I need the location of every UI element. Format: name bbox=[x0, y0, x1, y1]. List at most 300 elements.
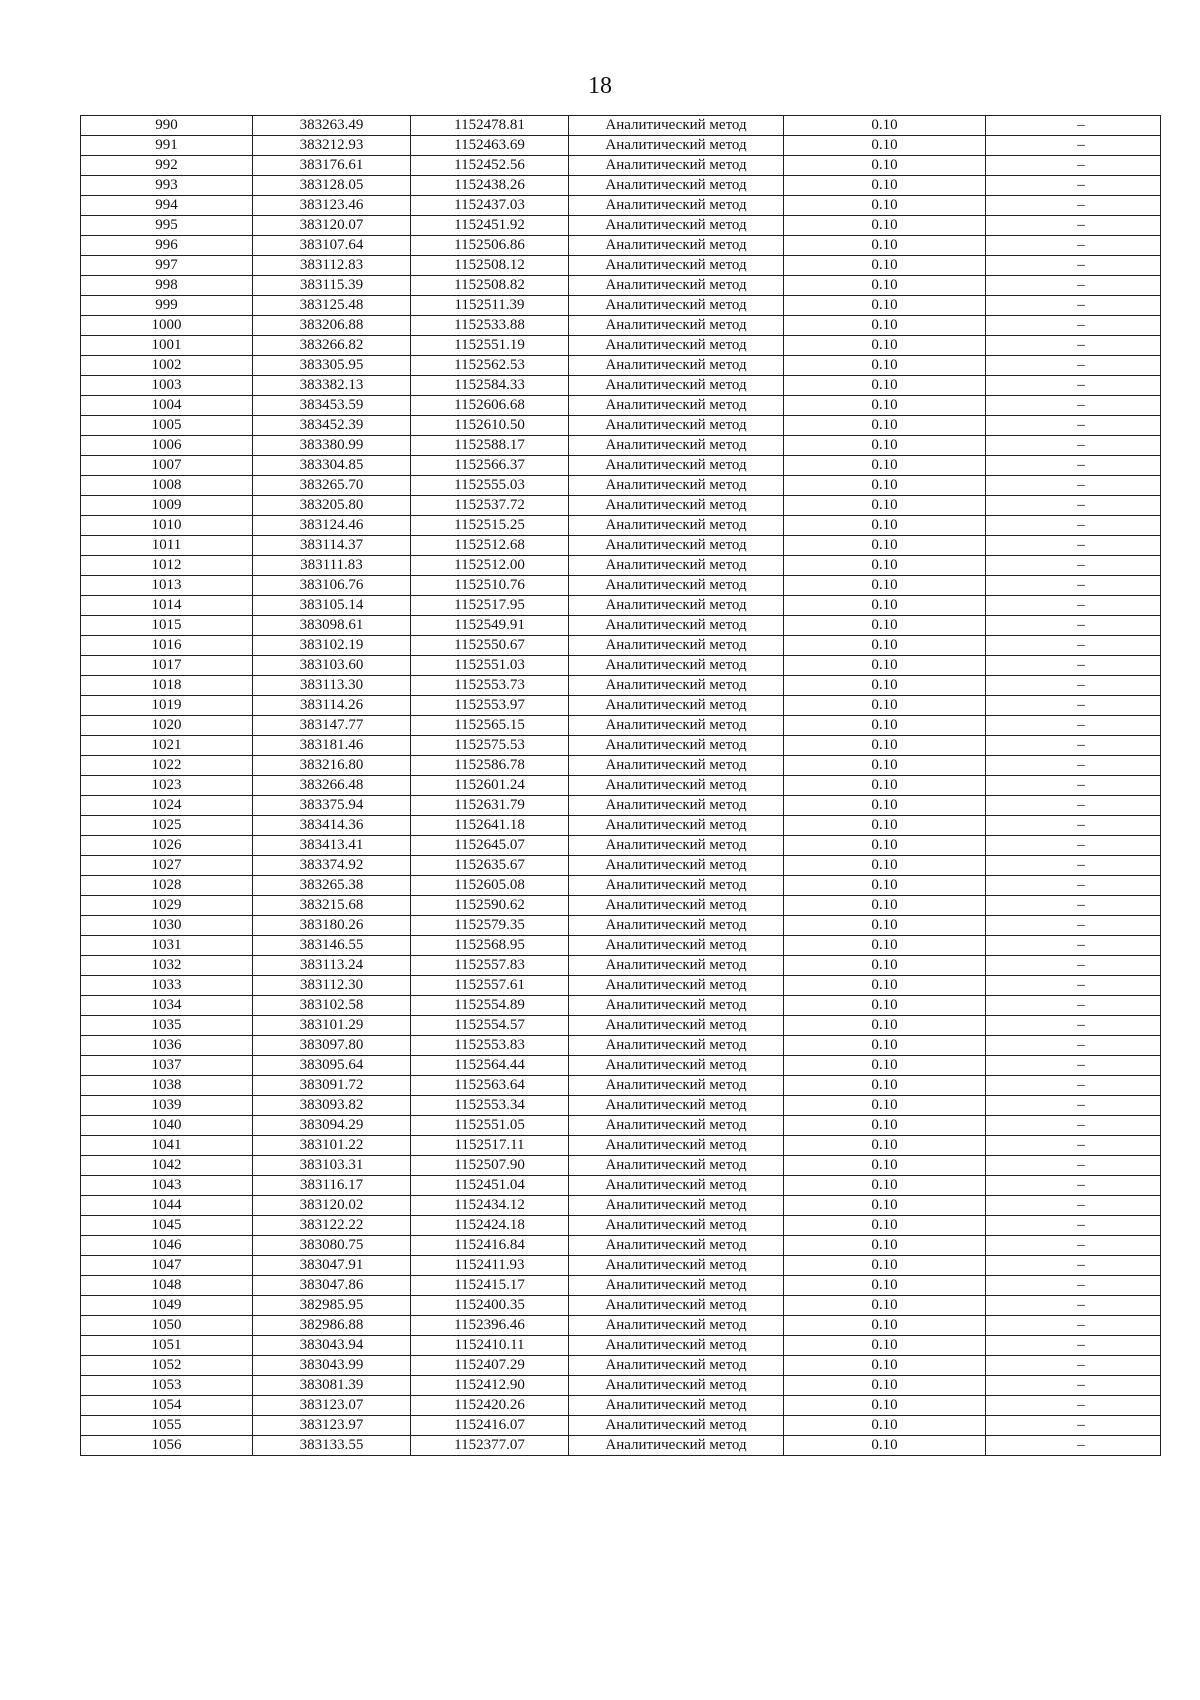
point-number-cell: 1035 bbox=[81, 1016, 253, 1036]
y-coordinate-cell: 1152438.26 bbox=[411, 176, 569, 196]
x-coordinate-cell: 383265.38 bbox=[253, 876, 411, 896]
y-coordinate-cell: 1152410.11 bbox=[411, 1336, 569, 1356]
x-coordinate-cell: 383116.17 bbox=[253, 1176, 411, 1196]
accuracy-cell: 0.10 bbox=[784, 1016, 986, 1036]
accuracy-cell: 0.10 bbox=[784, 396, 986, 416]
method-cell: Аналитический метод bbox=[569, 756, 784, 776]
table-row bbox=[81, 296, 1161, 316]
description-cell: – bbox=[986, 1436, 1161, 1456]
coordinates-table-body bbox=[81, 116, 1161, 1456]
point-number-cell: 1036 bbox=[81, 1036, 253, 1056]
x-coordinate-cell: 383181.46 bbox=[253, 736, 411, 756]
x-coordinate-cell: 383266.82 bbox=[253, 336, 411, 356]
point-number-cell: 998 bbox=[81, 276, 253, 296]
table-row bbox=[81, 376, 1161, 396]
method-cell: Аналитический метод bbox=[569, 296, 784, 316]
method-cell: Аналитический метод bbox=[569, 1016, 784, 1036]
table-row bbox=[81, 1376, 1161, 1396]
point-number-cell: 1051 bbox=[81, 1336, 253, 1356]
x-coordinate-cell: 383095.64 bbox=[253, 1056, 411, 1076]
x-coordinate-cell: 383081.39 bbox=[253, 1376, 411, 1396]
method-cell: Аналитический метод bbox=[569, 896, 784, 916]
method-cell: Аналитический метод bbox=[569, 1176, 784, 1196]
description-cell: – bbox=[986, 1296, 1161, 1316]
x-coordinate-cell: 383101.22 bbox=[253, 1136, 411, 1156]
description-cell: – bbox=[986, 116, 1161, 136]
description-cell: – bbox=[986, 436, 1161, 456]
table-row bbox=[81, 856, 1161, 876]
table-row bbox=[81, 636, 1161, 656]
method-cell: Аналитический метод bbox=[569, 476, 784, 496]
table-row bbox=[81, 436, 1161, 456]
point-number-cell: 1047 bbox=[81, 1256, 253, 1276]
y-coordinate-cell: 1152451.92 bbox=[411, 216, 569, 236]
point-number-cell: 993 bbox=[81, 176, 253, 196]
accuracy-cell: 0.10 bbox=[784, 1336, 986, 1356]
table-row bbox=[81, 536, 1161, 556]
y-coordinate-cell: 1152584.33 bbox=[411, 376, 569, 396]
point-number-cell: 1028 bbox=[81, 876, 253, 896]
description-cell: – bbox=[986, 1356, 1161, 1376]
x-coordinate-cell: 383263.49 bbox=[253, 116, 411, 136]
description-cell: – bbox=[986, 1136, 1161, 1156]
x-coordinate-cell: 383112.83 bbox=[253, 256, 411, 276]
x-coordinate-cell: 383112.30 bbox=[253, 976, 411, 996]
point-number-cell: 1032 bbox=[81, 956, 253, 976]
method-cell: Аналитический метод bbox=[569, 776, 784, 796]
y-coordinate-cell: 1152434.12 bbox=[411, 1196, 569, 1216]
description-cell: – bbox=[986, 536, 1161, 556]
y-coordinate-cell: 1152566.37 bbox=[411, 456, 569, 476]
y-coordinate-cell: 1152400.35 bbox=[411, 1296, 569, 1316]
method-cell: Аналитический метод bbox=[569, 1376, 784, 1396]
accuracy-cell: 0.10 bbox=[784, 696, 986, 716]
x-coordinate-cell: 383147.77 bbox=[253, 716, 411, 736]
description-cell: – bbox=[986, 556, 1161, 576]
y-coordinate-cell: 1152407.29 bbox=[411, 1356, 569, 1376]
y-coordinate-cell: 1152588.17 bbox=[411, 436, 569, 456]
y-coordinate-cell: 1152508.12 bbox=[411, 256, 569, 276]
table-row bbox=[81, 696, 1161, 716]
description-cell: – bbox=[986, 876, 1161, 896]
method-cell: Аналитический метод bbox=[569, 916, 784, 936]
point-number-cell: 1043 bbox=[81, 1176, 253, 1196]
table-row bbox=[81, 1076, 1161, 1096]
accuracy-cell: 0.10 bbox=[784, 1416, 986, 1436]
x-coordinate-cell: 382985.95 bbox=[253, 1296, 411, 1316]
point-number-cell: 1038 bbox=[81, 1076, 253, 1096]
table-row bbox=[81, 936, 1161, 956]
table-row bbox=[81, 876, 1161, 896]
table-row bbox=[81, 1256, 1161, 1276]
point-number-cell: 1024 bbox=[81, 796, 253, 816]
point-number-cell: 1054 bbox=[81, 1396, 253, 1416]
x-coordinate-cell: 383452.39 bbox=[253, 416, 411, 436]
description-cell: – bbox=[986, 1316, 1161, 1336]
y-coordinate-cell: 1152562.53 bbox=[411, 356, 569, 376]
x-coordinate-cell: 383128.05 bbox=[253, 176, 411, 196]
table-row bbox=[81, 116, 1161, 136]
method-cell: Аналитический метод bbox=[569, 1316, 784, 1336]
description-cell: – bbox=[986, 1196, 1161, 1216]
x-coordinate-cell: 383105.14 bbox=[253, 596, 411, 616]
x-coordinate-cell: 383114.26 bbox=[253, 696, 411, 716]
y-coordinate-cell: 1152553.97 bbox=[411, 696, 569, 716]
table-row bbox=[81, 1296, 1161, 1316]
method-cell: Аналитический метод bbox=[569, 976, 784, 996]
point-number-cell: 1042 bbox=[81, 1156, 253, 1176]
point-number-cell: 1008 bbox=[81, 476, 253, 496]
y-coordinate-cell: 1152416.84 bbox=[411, 1236, 569, 1256]
accuracy-cell: 0.10 bbox=[784, 1176, 986, 1196]
accuracy-cell: 0.10 bbox=[784, 1316, 986, 1336]
table-row bbox=[81, 676, 1161, 696]
method-cell: Аналитический метод bbox=[569, 376, 784, 396]
method-cell: Аналитический метод bbox=[569, 1076, 784, 1096]
accuracy-cell: 0.10 bbox=[784, 1436, 986, 1456]
accuracy-cell: 0.10 bbox=[784, 236, 986, 256]
point-number-cell: 1052 bbox=[81, 1356, 253, 1376]
method-cell: Аналитический метод bbox=[569, 1196, 784, 1216]
x-coordinate-cell: 383374.92 bbox=[253, 856, 411, 876]
description-cell: – bbox=[986, 1336, 1161, 1356]
accuracy-cell: 0.10 bbox=[784, 376, 986, 396]
table-row bbox=[81, 716, 1161, 736]
table-row bbox=[81, 1436, 1161, 1456]
y-coordinate-cell: 1152586.78 bbox=[411, 756, 569, 776]
y-coordinate-cell: 1152506.86 bbox=[411, 236, 569, 256]
y-coordinate-cell: 1152510.76 bbox=[411, 576, 569, 596]
x-coordinate-cell: 383043.94 bbox=[253, 1336, 411, 1356]
method-cell: Аналитический метод bbox=[569, 676, 784, 696]
description-cell: – bbox=[986, 176, 1161, 196]
method-cell: Аналитический метод bbox=[569, 1356, 784, 1376]
accuracy-cell: 0.10 bbox=[784, 756, 986, 776]
method-cell: Аналитический метод bbox=[569, 936, 784, 956]
accuracy-cell: 0.10 bbox=[784, 1036, 986, 1056]
description-cell: – bbox=[986, 416, 1161, 436]
y-coordinate-cell: 1152537.72 bbox=[411, 496, 569, 516]
description-cell: – bbox=[986, 216, 1161, 236]
accuracy-cell: 0.10 bbox=[784, 336, 986, 356]
method-cell: Аналитический метод bbox=[569, 156, 784, 176]
accuracy-cell: 0.10 bbox=[784, 896, 986, 916]
point-number-cell: 1010 bbox=[81, 516, 253, 536]
method-cell: Аналитический метод bbox=[569, 1036, 784, 1056]
point-number-cell: 996 bbox=[81, 236, 253, 256]
table-row bbox=[81, 1236, 1161, 1256]
table-row bbox=[81, 736, 1161, 756]
y-coordinate-cell: 1152551.03 bbox=[411, 656, 569, 676]
method-cell: Аналитический метод bbox=[569, 516, 784, 536]
method-cell: Аналитический метод bbox=[569, 596, 784, 616]
method-cell: Аналитический метод bbox=[569, 836, 784, 856]
method-cell: Аналитический метод bbox=[569, 276, 784, 296]
point-number-cell: 1007 bbox=[81, 456, 253, 476]
method-cell: Аналитический метод bbox=[569, 1296, 784, 1316]
point-number-cell: 1015 bbox=[81, 616, 253, 636]
x-coordinate-cell: 383380.99 bbox=[253, 436, 411, 456]
accuracy-cell: 0.10 bbox=[784, 656, 986, 676]
y-coordinate-cell: 1152564.44 bbox=[411, 1056, 569, 1076]
description-cell: – bbox=[986, 156, 1161, 176]
method-cell: Аналитический метод bbox=[569, 256, 784, 276]
table-row bbox=[81, 1356, 1161, 1376]
table-row bbox=[81, 396, 1161, 416]
method-cell: Аналитический метод bbox=[569, 856, 784, 876]
accuracy-cell: 0.10 bbox=[784, 996, 986, 1016]
table-row bbox=[81, 576, 1161, 596]
table-row bbox=[81, 1136, 1161, 1156]
method-cell: Аналитический метод bbox=[569, 616, 784, 636]
coordinates-table bbox=[80, 115, 1161, 1456]
table-row bbox=[81, 136, 1161, 156]
point-number-cell: 1019 bbox=[81, 696, 253, 716]
description-cell: – bbox=[986, 396, 1161, 416]
y-coordinate-cell: 1152551.19 bbox=[411, 336, 569, 356]
table-row bbox=[81, 956, 1161, 976]
point-number-cell: 1044 bbox=[81, 1196, 253, 1216]
table-row bbox=[81, 976, 1161, 996]
point-number-cell: 1022 bbox=[81, 756, 253, 776]
point-number-cell: 990 bbox=[81, 116, 253, 136]
y-coordinate-cell: 1152631.79 bbox=[411, 796, 569, 816]
y-coordinate-cell: 1152377.07 bbox=[411, 1436, 569, 1456]
y-coordinate-cell: 1152568.95 bbox=[411, 936, 569, 956]
accuracy-cell: 0.10 bbox=[784, 876, 986, 896]
accuracy-cell: 0.10 bbox=[784, 1376, 986, 1396]
point-number-cell: 1023 bbox=[81, 776, 253, 796]
accuracy-cell: 0.10 bbox=[784, 676, 986, 696]
description-cell: – bbox=[986, 196, 1161, 216]
point-number-cell: 994 bbox=[81, 196, 253, 216]
accuracy-cell: 0.10 bbox=[784, 1056, 986, 1076]
table-row bbox=[81, 756, 1161, 776]
point-number-cell: 1001 bbox=[81, 336, 253, 356]
y-coordinate-cell: 1152557.61 bbox=[411, 976, 569, 996]
point-number-cell: 999 bbox=[81, 296, 253, 316]
method-cell: Аналитический метод bbox=[569, 1056, 784, 1076]
accuracy-cell: 0.10 bbox=[784, 1096, 986, 1116]
accuracy-cell: 0.10 bbox=[784, 1356, 986, 1376]
description-cell: – bbox=[986, 576, 1161, 596]
x-coordinate-cell: 383113.24 bbox=[253, 956, 411, 976]
accuracy-cell: 0.10 bbox=[784, 216, 986, 236]
point-number-cell: 1013 bbox=[81, 576, 253, 596]
y-coordinate-cell: 1152554.89 bbox=[411, 996, 569, 1016]
point-number-cell: 1000 bbox=[81, 316, 253, 336]
y-coordinate-cell: 1152579.35 bbox=[411, 916, 569, 936]
y-coordinate-cell: 1152511.39 bbox=[411, 296, 569, 316]
table-row bbox=[81, 816, 1161, 836]
description-cell: – bbox=[986, 916, 1161, 936]
accuracy-cell: 0.10 bbox=[784, 1256, 986, 1276]
method-cell: Аналитический метод bbox=[569, 456, 784, 476]
page-number: 18 bbox=[588, 73, 612, 99]
point-number-cell: 1046 bbox=[81, 1236, 253, 1256]
method-cell: Аналитический метод bbox=[569, 1276, 784, 1296]
y-coordinate-cell: 1152452.56 bbox=[411, 156, 569, 176]
y-coordinate-cell: 1152605.08 bbox=[411, 876, 569, 896]
y-coordinate-cell: 1152396.46 bbox=[411, 1316, 569, 1336]
x-coordinate-cell: 383103.60 bbox=[253, 656, 411, 676]
method-cell: Аналитический метод bbox=[569, 956, 784, 976]
y-coordinate-cell: 1152507.90 bbox=[411, 1156, 569, 1176]
method-cell: Аналитический метод bbox=[569, 816, 784, 836]
accuracy-cell: 0.10 bbox=[784, 776, 986, 796]
accuracy-cell: 0.10 bbox=[784, 736, 986, 756]
table-row bbox=[81, 336, 1161, 356]
accuracy-cell: 0.10 bbox=[784, 276, 986, 296]
description-cell: – bbox=[986, 936, 1161, 956]
x-coordinate-cell: 383120.07 bbox=[253, 216, 411, 236]
description-cell: – bbox=[986, 1216, 1161, 1236]
description-cell: – bbox=[986, 496, 1161, 516]
x-coordinate-cell: 383098.61 bbox=[253, 616, 411, 636]
description-cell: – bbox=[986, 636, 1161, 656]
method-cell: Аналитический метод bbox=[569, 1216, 784, 1236]
point-number-cell: 992 bbox=[81, 156, 253, 176]
method-cell: Аналитический метод bbox=[569, 1136, 784, 1156]
accuracy-cell: 0.10 bbox=[784, 1236, 986, 1256]
y-coordinate-cell: 1152533.88 bbox=[411, 316, 569, 336]
point-number-cell: 1030 bbox=[81, 916, 253, 936]
accuracy-cell: 0.10 bbox=[784, 716, 986, 736]
y-coordinate-cell: 1152415.17 bbox=[411, 1276, 569, 1296]
x-coordinate-cell: 383111.83 bbox=[253, 556, 411, 576]
description-cell: – bbox=[986, 1256, 1161, 1276]
y-coordinate-cell: 1152478.81 bbox=[411, 116, 569, 136]
table-row bbox=[81, 1156, 1161, 1176]
method-cell: Аналитический метод bbox=[569, 1256, 784, 1276]
point-number-cell: 1040 bbox=[81, 1116, 253, 1136]
accuracy-cell: 0.10 bbox=[784, 316, 986, 336]
description-cell: – bbox=[986, 1116, 1161, 1136]
table-row bbox=[81, 236, 1161, 256]
point-number-cell: 1003 bbox=[81, 376, 253, 396]
table-row bbox=[81, 616, 1161, 636]
x-coordinate-cell: 383124.46 bbox=[253, 516, 411, 536]
table-row bbox=[81, 796, 1161, 816]
method-cell: Аналитический метод bbox=[569, 216, 784, 236]
y-coordinate-cell: 1152635.67 bbox=[411, 856, 569, 876]
description-cell: – bbox=[986, 616, 1161, 636]
accuracy-cell: 0.10 bbox=[784, 576, 986, 596]
x-coordinate-cell: 383215.68 bbox=[253, 896, 411, 916]
accuracy-cell: 0.10 bbox=[784, 856, 986, 876]
accuracy-cell: 0.10 bbox=[784, 116, 986, 136]
table-row bbox=[81, 416, 1161, 436]
point-number-cell: 997 bbox=[81, 256, 253, 276]
y-coordinate-cell: 1152553.73 bbox=[411, 676, 569, 696]
method-cell: Аналитический метод bbox=[569, 716, 784, 736]
y-coordinate-cell: 1152451.04 bbox=[411, 1176, 569, 1196]
x-coordinate-cell: 383047.91 bbox=[253, 1256, 411, 1276]
table-row bbox=[81, 256, 1161, 276]
x-coordinate-cell: 383094.29 bbox=[253, 1116, 411, 1136]
point-number-cell: 995 bbox=[81, 216, 253, 236]
y-coordinate-cell: 1152553.34 bbox=[411, 1096, 569, 1116]
y-coordinate-cell: 1152575.53 bbox=[411, 736, 569, 756]
accuracy-cell: 0.10 bbox=[784, 296, 986, 316]
table-row bbox=[81, 476, 1161, 496]
x-coordinate-cell: 383107.64 bbox=[253, 236, 411, 256]
point-number-cell: 1033 bbox=[81, 976, 253, 996]
y-coordinate-cell: 1152610.50 bbox=[411, 416, 569, 436]
description-cell: – bbox=[986, 296, 1161, 316]
method-cell: Аналитический метод bbox=[569, 436, 784, 456]
y-coordinate-cell: 1152411.93 bbox=[411, 1256, 569, 1276]
method-cell: Аналитический метод bbox=[569, 1396, 784, 1416]
description-cell: – bbox=[986, 856, 1161, 876]
point-number-cell: 1053 bbox=[81, 1376, 253, 1396]
method-cell: Аналитический метод bbox=[569, 1416, 784, 1436]
x-coordinate-cell: 383097.80 bbox=[253, 1036, 411, 1056]
method-cell: Аналитический метод bbox=[569, 336, 784, 356]
accuracy-cell: 0.10 bbox=[784, 616, 986, 636]
x-coordinate-cell: 383146.55 bbox=[253, 936, 411, 956]
y-coordinate-cell: 1152517.11 bbox=[411, 1136, 569, 1156]
description-cell: – bbox=[986, 456, 1161, 476]
point-number-cell: 1017 bbox=[81, 656, 253, 676]
y-coordinate-cell: 1152641.18 bbox=[411, 816, 569, 836]
y-coordinate-cell: 1152517.95 bbox=[411, 596, 569, 616]
description-cell: – bbox=[986, 1276, 1161, 1296]
accuracy-cell: 0.10 bbox=[784, 176, 986, 196]
x-coordinate-cell: 383043.99 bbox=[253, 1356, 411, 1376]
x-coordinate-cell: 383102.58 bbox=[253, 996, 411, 1016]
x-coordinate-cell: 383047.86 bbox=[253, 1276, 411, 1296]
point-number-cell: 1026 bbox=[81, 836, 253, 856]
description-cell: – bbox=[986, 596, 1161, 616]
description-cell: – bbox=[986, 236, 1161, 256]
point-number-cell: 1034 bbox=[81, 996, 253, 1016]
point-number-cell: 1012 bbox=[81, 556, 253, 576]
x-coordinate-cell: 383106.76 bbox=[253, 576, 411, 596]
description-cell: – bbox=[986, 1156, 1161, 1176]
accuracy-cell: 0.10 bbox=[784, 976, 986, 996]
description-cell: – bbox=[986, 136, 1161, 156]
y-coordinate-cell: 1152645.07 bbox=[411, 836, 569, 856]
accuracy-cell: 0.10 bbox=[784, 436, 986, 456]
x-coordinate-cell: 383103.31 bbox=[253, 1156, 411, 1176]
method-cell: Аналитический метод bbox=[569, 996, 784, 1016]
description-cell: – bbox=[986, 316, 1161, 336]
accuracy-cell: 0.10 bbox=[784, 556, 986, 576]
description-cell: – bbox=[986, 1096, 1161, 1116]
table-row bbox=[81, 556, 1161, 576]
x-coordinate-cell: 383206.88 bbox=[253, 316, 411, 336]
x-coordinate-cell: 383080.75 bbox=[253, 1236, 411, 1256]
method-cell: Аналитический метод bbox=[569, 696, 784, 716]
y-coordinate-cell: 1152424.18 bbox=[411, 1216, 569, 1236]
y-coordinate-cell: 1152412.90 bbox=[411, 1376, 569, 1396]
accuracy-cell: 0.10 bbox=[784, 956, 986, 976]
y-coordinate-cell: 1152551.05 bbox=[411, 1116, 569, 1136]
x-coordinate-cell: 383102.19 bbox=[253, 636, 411, 656]
x-coordinate-cell: 383101.29 bbox=[253, 1016, 411, 1036]
method-cell: Аналитический метод bbox=[569, 556, 784, 576]
accuracy-cell: 0.10 bbox=[784, 256, 986, 276]
description-cell: – bbox=[986, 756, 1161, 776]
table-row bbox=[81, 276, 1161, 296]
table-row bbox=[81, 1016, 1161, 1036]
method-cell: Аналитический метод bbox=[569, 396, 784, 416]
point-number-cell: 991 bbox=[81, 136, 253, 156]
method-cell: Аналитический метод bbox=[569, 196, 784, 216]
table-row bbox=[81, 596, 1161, 616]
y-coordinate-cell: 1152512.68 bbox=[411, 536, 569, 556]
